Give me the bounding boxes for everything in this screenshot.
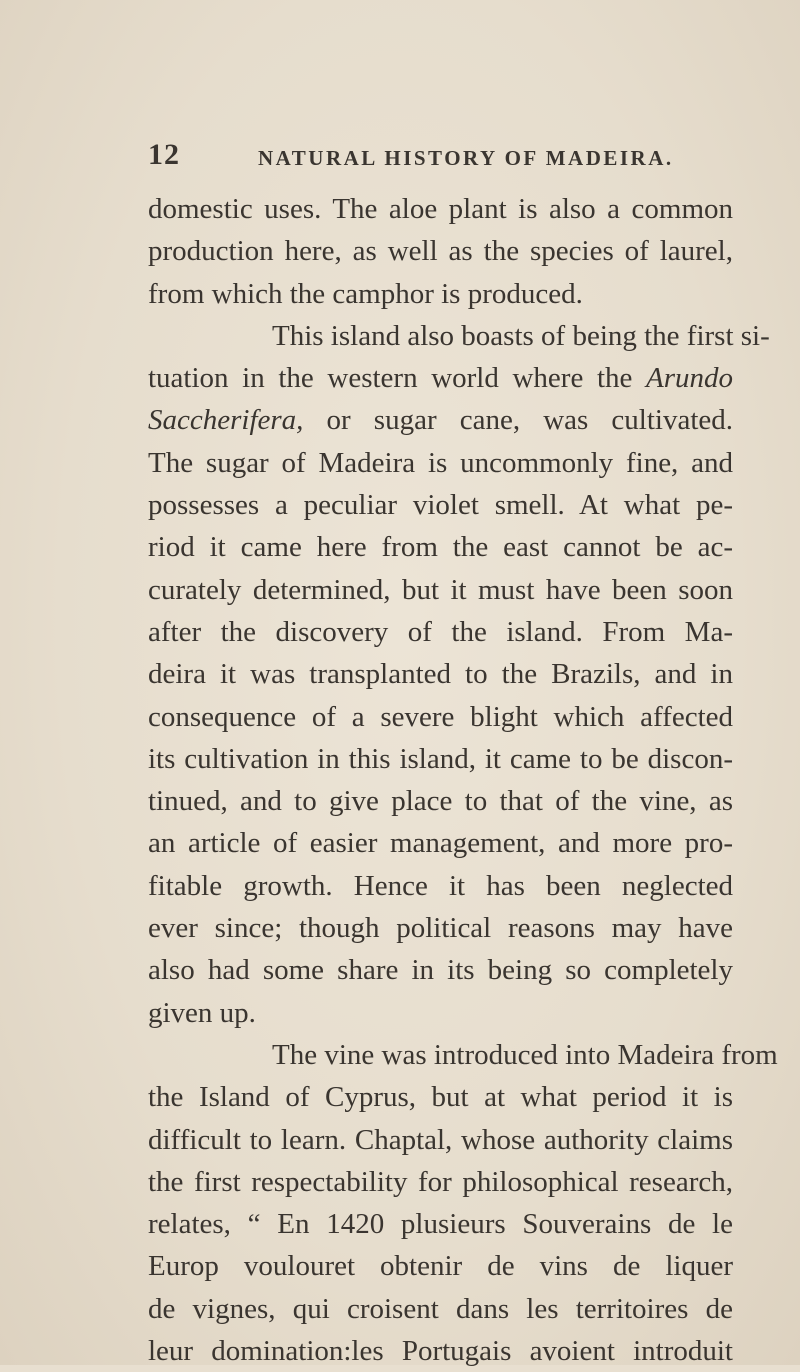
text-line: relates, “ En 1420 plusieurs Souverains de le: [148, 1208, 733, 1241]
text-line: an article of easier management, and more pro-: [148, 827, 733, 860]
text-line: difficult to learn. Chaptal, whose authority claims: [148, 1123, 733, 1156]
text-line: consequence of a severe blight which affected: [148, 700, 733, 733]
text-line: tinued, and to give place to that of the vine, as: [148, 785, 733, 818]
text-line: This island also boasts of being the first si-: [272, 319, 770, 352]
page-header: [148, 138, 738, 178]
text-line: from which the camphor is produced.: [148, 277, 583, 310]
page-number: 12: [148, 138, 180, 171]
text-line: domestic uses. The aloe plant is also a common: [148, 193, 733, 225]
body-text: [148, 188, 778, 1372]
text-line: ever since; though political reasons may have: [148, 912, 733, 945]
text-line: after the discovery of the island. From Ma-: [148, 615, 733, 648]
text-line: deira it was transplanted to the Brazils, and in: [148, 658, 733, 691]
text-line: fitable growth. Hence it has been neglected: [148, 869, 733, 902]
text-line: leur domination:les Portugais avoient introduit: [148, 1335, 733, 1368]
text-line: its cultivation in this island, it came to be discon-: [148, 742, 733, 775]
text-line: the first respectability for philosophical research,: [148, 1165, 733, 1198]
text-line: Europ voulouret obtenir de vins de liquer: [148, 1250, 733, 1283]
text-line: given up.: [148, 996, 256, 1029]
italic-term: Arundo: [646, 362, 733, 395]
italic-term: Saccherifera,: [148, 404, 304, 437]
text-line: curately determined, but it must have been soon: [148, 573, 733, 606]
text-line: de vignes, qui croisent dans les territoires de: [148, 1292, 733, 1325]
text-line: The vine was introduced into Madeira from: [272, 1038, 778, 1071]
text-line: production here, as well as the species of laurel,: [148, 235, 733, 268]
text-line: [148, 357, 733, 399]
running-head: NATURAL HISTORY OF MADEIRA.: [258, 146, 674, 170]
text-line: also had some share in its being so completely: [148, 954, 733, 987]
text-line: The sugar of Madeira is uncommonly fine, and: [148, 446, 733, 479]
text-line: the Island of Cyprus, but at what period it is: [148, 1081, 733, 1114]
text-fragment: tuation in the western world where the: [148, 362, 646, 395]
text-line: possesses a peculiar violet smell. At what pe-: [148, 489, 733, 522]
text-line: riod it came here from the east cannot be ac-: [148, 531, 733, 564]
text-line: [148, 399, 733, 441]
text-fragment: or sugar cane, was cultivated.: [303, 404, 733, 437]
